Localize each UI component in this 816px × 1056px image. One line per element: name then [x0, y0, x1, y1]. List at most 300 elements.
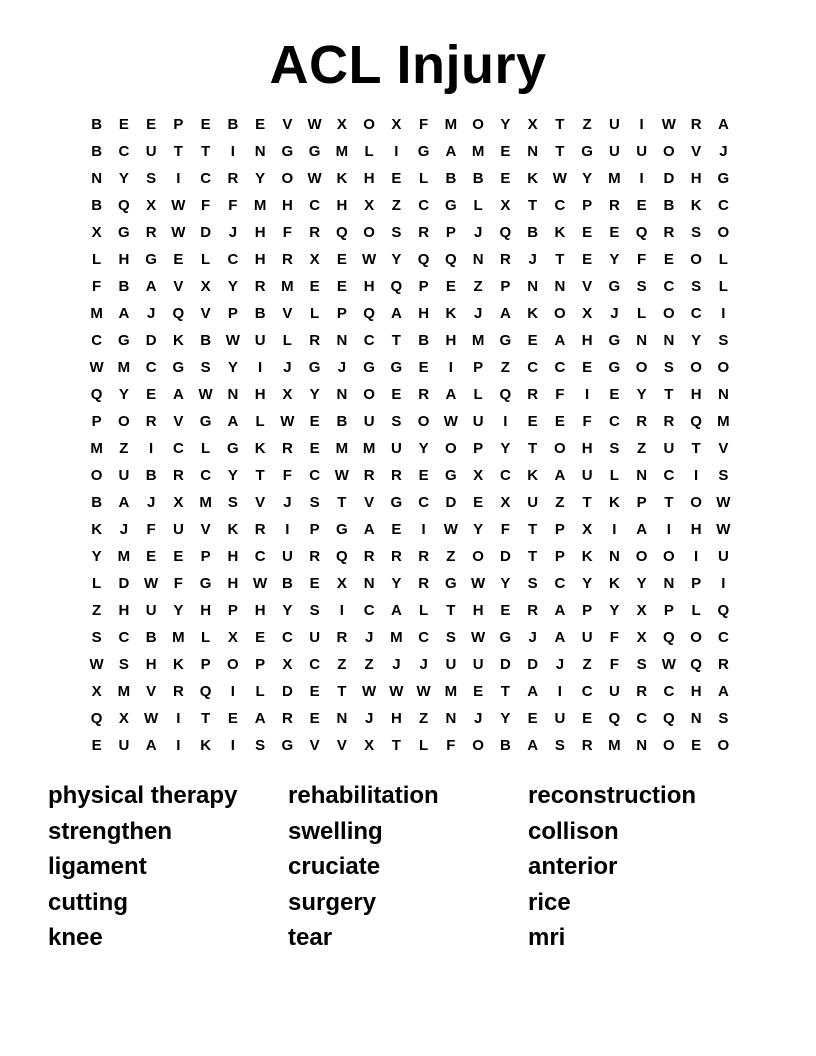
grid-letter: V [718, 440, 729, 457]
grid-letter: Q [172, 305, 185, 322]
grid-letter: Q [363, 305, 375, 322]
grid-letter: K [554, 224, 566, 241]
word-list-item: rehabilitation [288, 782, 439, 809]
grid-letter: B [663, 197, 675, 214]
grid-letter: R [608, 197, 620, 214]
grid-letter: P [91, 413, 102, 430]
grid-letter: E [91, 737, 102, 754]
grid-row [83, 408, 737, 435]
grid-letter: E [473, 494, 484, 511]
grid-letter: M [444, 683, 458, 700]
grid-letter: Q [717, 602, 730, 619]
grid-row [83, 219, 737, 246]
grid-letter: N [636, 737, 648, 754]
grid-letter: E [554, 413, 565, 430]
grid-letter: S [609, 440, 620, 457]
grid-letter: U [118, 737, 130, 754]
grid-letter: R [418, 575, 430, 592]
grid-letter: K [527, 467, 539, 484]
grid-letter: L [718, 251, 728, 268]
grid-letter: Z [364, 656, 374, 673]
grid-letter: X [200, 278, 211, 295]
grid-letter: R [636, 683, 648, 700]
grid-row [83, 462, 737, 489]
grid-letter: T [391, 332, 401, 349]
grid-row [83, 678, 737, 705]
grid-letter: B [254, 305, 266, 322]
grid-letter: B [527, 224, 539, 241]
grid-letter: V [336, 737, 347, 754]
grid-letter: W [171, 197, 186, 214]
grid-letter: B [118, 278, 130, 295]
grid-letter: T [391, 737, 401, 754]
grid-letter: C [254, 548, 266, 565]
grid-letter: G [281, 143, 294, 160]
grid-letter: U [581, 629, 593, 646]
grid-letter: O [635, 548, 648, 565]
grid-row [83, 192, 737, 219]
grid-letter: T [528, 197, 538, 214]
grid-letter: X [500, 197, 511, 214]
grid-letter: Z [582, 116, 592, 133]
grid-letter: A [445, 143, 457, 160]
grid-letter: R [499, 251, 511, 268]
grid-letter: B [227, 116, 239, 133]
grid-letter: O [363, 224, 375, 241]
grid-letter: W [307, 116, 322, 133]
grid-letter: I [694, 467, 699, 484]
grid-letter: U [390, 440, 402, 457]
grid-letter: Z [473, 278, 483, 295]
grid-letter: J [473, 305, 483, 322]
grid-letter: S [118, 656, 129, 673]
grid-letter: A [636, 521, 648, 538]
grid-letter: R [336, 629, 348, 646]
grid-letter: C [717, 197, 729, 214]
grid-letter: K [254, 440, 266, 457]
grid-letter: J [283, 359, 292, 376]
grid-letter: S [691, 224, 702, 241]
grid-letter: K [172, 656, 184, 673]
grid-letter: J [146, 494, 156, 511]
grid-letter: Z [119, 440, 129, 457]
grid-letter: H [363, 170, 375, 187]
grid-letter: A [554, 602, 566, 619]
grid-letter: L [419, 737, 429, 754]
grid-letter: C [554, 575, 566, 592]
grid-letter: I [258, 359, 263, 376]
grid-letter: Y [227, 467, 238, 484]
grid-letter: W [144, 710, 159, 727]
grid-letter: N [336, 710, 348, 727]
grid-letter: E [418, 467, 429, 484]
grid-letter: M [117, 359, 131, 376]
grid-letter: E [200, 116, 211, 133]
grid-letter: A [554, 467, 566, 484]
word-list-item: knee [48, 924, 103, 952]
grid-letter: O [445, 440, 457, 457]
grid-letter: R [254, 278, 266, 295]
grid-letter: T [555, 116, 565, 133]
grid-letter: P [582, 197, 593, 214]
word-list-item: collison [528, 817, 619, 845]
grid-letter: C [172, 440, 184, 457]
grid-letter: R [145, 413, 157, 430]
grid-letter: R [363, 548, 375, 565]
grid-letter: N [690, 710, 702, 727]
grid-letter: M [199, 494, 212, 511]
grid-letter: A [717, 116, 729, 133]
grid-letter: K [91, 521, 103, 538]
grid-letter: F [500, 521, 510, 538]
grid-letter: Q [336, 548, 348, 565]
grid-letter: U [254, 332, 266, 349]
grid-letter: Y [500, 116, 511, 133]
page-title: ACL Injury [269, 35, 547, 95]
grid-letter: J [146, 305, 156, 322]
grid-letter: O [417, 413, 430, 430]
grid-row [83, 624, 737, 651]
grid-letter: U [608, 683, 620, 700]
grid-letter: S [718, 467, 729, 484]
grid-letter: F [201, 197, 211, 214]
grid-letter: P [445, 224, 456, 241]
grid-letter: J [119, 521, 129, 538]
grid-letter: R [145, 224, 157, 241]
grid-letter: K [608, 575, 620, 592]
grid-letter: F [609, 656, 619, 673]
word-list-item: reconstruction [528, 782, 697, 809]
grid-letter: W [471, 629, 486, 646]
grid-letter: X [91, 683, 102, 700]
grid-letter: B [200, 332, 212, 349]
grid-letter: Z [419, 710, 429, 727]
grid-letter: L [364, 143, 374, 160]
grid-letter: N [527, 143, 539, 160]
grid-letter: I [448, 359, 453, 376]
grid-letter: V [173, 278, 184, 295]
grid-letter: J [528, 629, 537, 646]
grid-letter: P [255, 656, 266, 673]
grid-letter: D [527, 656, 539, 673]
grid-letter: F [146, 521, 156, 538]
grid-letter: Y [309, 386, 320, 403]
grid-letter: L [282, 332, 292, 349]
grid-letter: Y [691, 332, 702, 349]
grid-row [83, 570, 737, 597]
grid-letter: R [281, 710, 293, 727]
grid-letter: X [636, 629, 647, 646]
grid-letter: K [608, 494, 620, 511]
grid-letter: L [637, 305, 647, 322]
grid-letter: N [663, 332, 675, 349]
grid-letter: S [255, 737, 266, 754]
grid-letter: E [582, 359, 593, 376]
grid-letter: C [581, 683, 593, 700]
grid-letter: Q [90, 710, 103, 727]
word-list-item: mri [528, 924, 566, 952]
grid-letter: C [309, 197, 321, 214]
grid-letter: R [172, 683, 184, 700]
grid-letter: O [118, 413, 130, 430]
grid-letter: G [363, 359, 375, 376]
grid-letter: J [364, 629, 374, 646]
grid-letter: A [172, 386, 184, 403]
grid-letter: H [254, 224, 266, 241]
grid-letter: R [636, 413, 648, 430]
grid-letter: E [146, 386, 157, 403]
grid-letter: W [171, 224, 186, 241]
word-list [48, 778, 768, 956]
grid-letter: I [612, 521, 617, 538]
grid-letter: Y [227, 359, 238, 376]
grid-letter: J [228, 224, 238, 241]
grid-letter: P [336, 305, 347, 322]
grid-letter: H [254, 251, 266, 268]
grid-letter: N [472, 251, 484, 268]
grid-letter: H [227, 575, 239, 592]
grid-letter: W [307, 170, 322, 187]
word-list-item: anterior [528, 853, 618, 881]
grid-letter: C [690, 305, 702, 322]
grid-letter: B [91, 116, 103, 133]
grid-letter: E [609, 386, 620, 403]
grid-letter: P [200, 656, 211, 673]
grid-letter: G [608, 359, 621, 376]
grid-letter: X [146, 197, 157, 214]
grid-letter: T [582, 494, 592, 511]
grid-letter: F [282, 467, 292, 484]
grid-letter: T [555, 143, 565, 160]
grid-letter: X [91, 224, 102, 241]
grid-letter: J [419, 656, 428, 673]
grid-letter: O [363, 386, 375, 403]
grid-letter: N [663, 575, 675, 592]
grid-letter: N [254, 143, 266, 160]
grid-letter: O [472, 548, 484, 565]
grid-letter: V [582, 278, 593, 295]
grid-letter: Q [690, 656, 702, 673]
grid-letter: Y [91, 548, 102, 565]
grid-letter: H [336, 197, 348, 214]
grid-letter: Y [636, 386, 647, 403]
grid-letter: C [499, 467, 511, 484]
grid-letter: G [227, 440, 239, 457]
grid-letter: H [390, 710, 402, 727]
grid-letter: G [445, 575, 457, 592]
grid-letter: T [691, 440, 701, 457]
grid-row [83, 516, 737, 543]
grid-letter: E [336, 251, 347, 268]
grid-letter: E [527, 332, 538, 349]
grid-letter: R [527, 386, 539, 403]
grid-letter: Q [90, 386, 103, 403]
grid-letter: Q [635, 224, 648, 241]
grid-letter: G [199, 575, 212, 592]
grid-letter: P [227, 602, 238, 619]
grid-letter: C [118, 143, 130, 160]
grid-letter: R [281, 440, 293, 457]
grid-letter: H [145, 656, 157, 673]
grid-letter: X [336, 575, 347, 592]
grid-letter: C [309, 656, 321, 673]
grid-letter: H [118, 251, 130, 268]
grid-letter: W [144, 575, 159, 592]
grid-letter: M [335, 143, 349, 160]
grid-letter: Z [637, 440, 647, 457]
grid-letter: C [663, 467, 675, 484]
grid-letter: F [582, 413, 592, 430]
grid-letter: J [528, 251, 537, 268]
grid-letter: W [89, 359, 104, 376]
grid-row [83, 705, 737, 732]
grid-letter: Y [173, 602, 184, 619]
grid-letter: N [336, 386, 348, 403]
grid-letter: R [527, 602, 539, 619]
grid-letter: A [145, 737, 157, 754]
grid-letter: J [337, 359, 347, 376]
grid-letter: J [719, 143, 728, 160]
grid-letter: G [499, 332, 512, 349]
grid-letter: O [90, 467, 103, 484]
grid-row [83, 273, 737, 300]
grid-letter: G [118, 224, 130, 241]
grid-letter: T [337, 683, 347, 700]
grid-letter: O [717, 224, 730, 241]
grid-letter: C [418, 629, 430, 646]
grid-letter: C [118, 629, 130, 646]
grid-letter: Y [391, 575, 402, 592]
grid-letter: Y [418, 440, 429, 457]
grid-letter: W [198, 386, 213, 403]
grid-letter: S [718, 332, 729, 349]
grid-letter: X [582, 305, 593, 322]
grid-letter: Y [500, 440, 511, 457]
grid-letter: A [118, 494, 130, 511]
grid-letter: T [255, 467, 265, 484]
grid-row [83, 111, 737, 138]
grid-letter: I [639, 116, 644, 133]
grid-letter: G [390, 359, 403, 376]
grid-letter: H [690, 170, 702, 187]
grid-letter: O [663, 737, 675, 754]
grid-letter: W [253, 575, 268, 592]
grid-letter: M [471, 332, 485, 349]
grid-letter: U [309, 629, 321, 646]
grid-letter: A [527, 683, 539, 700]
grid-letter: G [118, 332, 130, 349]
grid-letter: S [146, 170, 157, 187]
grid-letter: O [227, 656, 239, 673]
grid-row [83, 489, 737, 516]
grid-letter: E [255, 116, 266, 133]
grid-letter: O [554, 305, 566, 322]
grid-letter: A [445, 386, 457, 403]
word-list-item: strengthen [48, 817, 173, 845]
grid-row [83, 354, 737, 381]
grid-letter: E [309, 710, 320, 727]
grid-letter: O [554, 440, 566, 457]
grid-letter: A [145, 278, 157, 295]
grid-letter: V [200, 521, 211, 538]
grid-letter: T [201, 143, 211, 160]
grid-letter: D [663, 170, 675, 187]
grid-letter: C [91, 332, 103, 349]
grid-letter: T [528, 548, 538, 565]
grid-letter: U [118, 467, 130, 484]
grid-letter: R [309, 224, 321, 241]
grid-letter: I [585, 386, 590, 403]
grid-letter: E [309, 278, 320, 295]
grid-letter: R [227, 170, 239, 187]
grid-letter: O [363, 116, 375, 133]
grid-letter: W [280, 413, 295, 430]
grid-letter: N [445, 710, 457, 727]
grid-letter: A [390, 305, 402, 322]
grid-letter: K [581, 548, 593, 565]
grid-letter: T [528, 440, 538, 457]
grid-letter: C [363, 602, 375, 619]
grid-letter: I [557, 683, 562, 700]
grid-letter: P [500, 278, 511, 295]
grid-letter: G [390, 494, 403, 511]
grid-letter: Q [445, 251, 457, 268]
grid-letter: N [554, 278, 566, 295]
grid-letter: C [418, 494, 430, 511]
grid-letter: Q [390, 278, 403, 295]
grid-letter: R [309, 548, 321, 565]
grid-letter: E [309, 683, 320, 700]
grid-letter: D [145, 332, 157, 349]
grid-letter: A [499, 305, 511, 322]
grid-letter: U [636, 143, 648, 160]
grid-letter: S [636, 278, 647, 295]
grid-letter: F [92, 278, 102, 295]
grid-letter: X [336, 116, 347, 133]
grid-letter: C [309, 467, 321, 484]
grid-letter: X [118, 710, 129, 727]
grid-letter: U [717, 548, 729, 565]
grid-letter: J [555, 656, 565, 673]
grid-letter: F [419, 116, 429, 133]
grid-letter: E [255, 629, 266, 646]
grid-letter: P [636, 494, 647, 511]
grid-letter: H [581, 440, 593, 457]
grid-letter: W [362, 683, 377, 700]
grid-letter: G [445, 467, 457, 484]
grid-letter: G [336, 521, 348, 538]
grid-letter: L [201, 440, 211, 457]
grid-letter: W [389, 683, 404, 700]
grid-letter: T [664, 494, 674, 511]
grid-letter: Q [417, 251, 430, 268]
grid-letter: V [146, 683, 157, 700]
grid-letter: B [145, 629, 157, 646]
grid-letter: H [472, 602, 484, 619]
grid-row [83, 597, 737, 624]
grid-letter: Y [473, 521, 484, 538]
grid-row [83, 651, 737, 678]
grid-letter: P [554, 548, 565, 565]
grid-letter: M [362, 440, 376, 457]
grid-letter: X [309, 251, 320, 268]
grid-letter: K [172, 332, 184, 349]
grid-letter: X [364, 197, 375, 214]
grid-row [83, 300, 737, 327]
grid-letter: P [554, 521, 565, 538]
grid-letter: A [363, 521, 375, 538]
grid-letter: M [608, 737, 621, 754]
